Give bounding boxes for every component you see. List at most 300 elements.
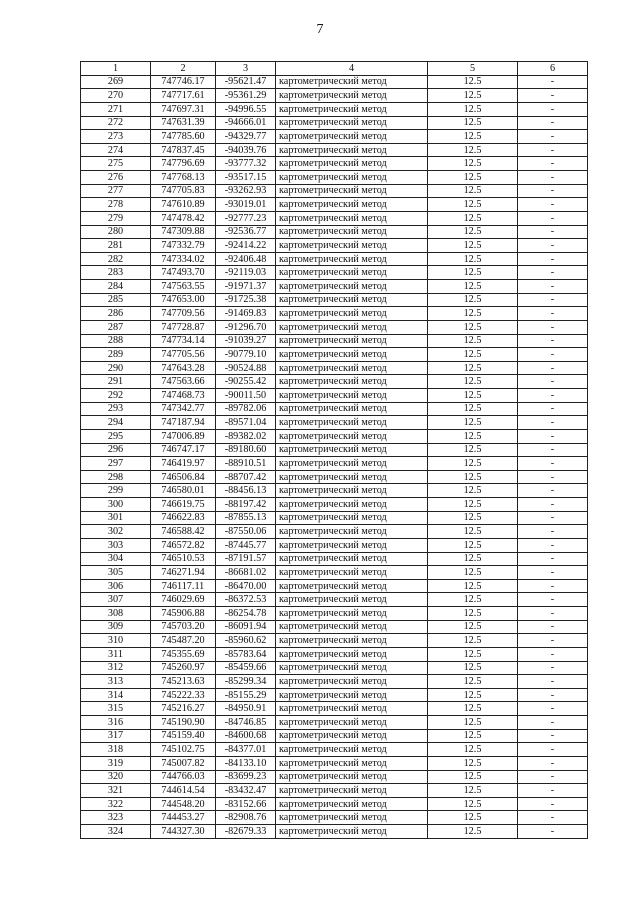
method-cell: картометрический метод bbox=[276, 498, 428, 512]
note-cell: - bbox=[518, 252, 588, 266]
x-coordinate-cell: 746510.53 bbox=[151, 552, 216, 566]
method-cell: картометрический метод bbox=[276, 484, 428, 498]
point-number-cell: 300 bbox=[81, 498, 151, 512]
accuracy-cell: 12.5 bbox=[428, 647, 518, 661]
point-number-cell: 278 bbox=[81, 198, 151, 212]
accuracy-cell: 12.5 bbox=[428, 620, 518, 634]
y-coordinate-cell: -88910.51 bbox=[216, 457, 276, 471]
x-coordinate-cell: 747697.31 bbox=[151, 102, 216, 116]
table-row bbox=[81, 334, 588, 348]
note-cell: - bbox=[518, 75, 588, 89]
method-cell: картометрический метод bbox=[276, 198, 428, 212]
x-coordinate-cell: 745260.97 bbox=[151, 661, 216, 675]
table-row bbox=[81, 184, 588, 198]
method-cell: картометрический метод bbox=[276, 743, 428, 757]
method-cell: картометрический метод bbox=[276, 784, 428, 798]
point-number-cell: 315 bbox=[81, 702, 151, 716]
point-number-cell: 271 bbox=[81, 102, 151, 116]
y-coordinate-cell: -84746.85 bbox=[216, 716, 276, 730]
table-row bbox=[81, 470, 588, 484]
accuracy-cell: 12.5 bbox=[428, 225, 518, 239]
table-row bbox=[81, 729, 588, 743]
table-row bbox=[81, 484, 588, 498]
accuracy-cell: 12.5 bbox=[428, 784, 518, 798]
table-row bbox=[81, 416, 588, 430]
note-cell: - bbox=[518, 184, 588, 198]
x-coordinate-cell: 747717.61 bbox=[151, 89, 216, 103]
method-cell: картометрический метод bbox=[276, 811, 428, 825]
note-cell: - bbox=[518, 375, 588, 389]
table-row bbox=[81, 307, 588, 321]
accuracy-cell: 12.5 bbox=[428, 361, 518, 375]
method-cell: картометрический метод bbox=[276, 266, 428, 280]
table-row bbox=[81, 511, 588, 525]
y-coordinate-cell: -84377.01 bbox=[216, 743, 276, 757]
note-cell: - bbox=[518, 157, 588, 171]
note-cell: - bbox=[518, 797, 588, 811]
x-coordinate-cell: 747493.70 bbox=[151, 266, 216, 280]
point-number-cell: 307 bbox=[81, 593, 151, 607]
header-cell: 5 bbox=[428, 62, 518, 76]
x-coordinate-cell: 747705.83 bbox=[151, 184, 216, 198]
y-coordinate-cell: -92777.23 bbox=[216, 211, 276, 225]
y-coordinate-cell: -85155.29 bbox=[216, 688, 276, 702]
table-row bbox=[81, 293, 588, 307]
note-cell: - bbox=[518, 825, 588, 839]
table-row bbox=[81, 457, 588, 471]
x-coordinate-cell: 747837.45 bbox=[151, 143, 216, 157]
method-cell: картометрический метод bbox=[276, 143, 428, 157]
table-row bbox=[81, 647, 588, 661]
table-row bbox=[81, 675, 588, 689]
y-coordinate-cell: -93777.32 bbox=[216, 157, 276, 171]
header-cell: 1 bbox=[81, 62, 151, 76]
header-cell: 6 bbox=[518, 62, 588, 76]
note-cell: - bbox=[518, 593, 588, 607]
method-cell: картометрический метод bbox=[276, 184, 428, 198]
note-cell: - bbox=[518, 416, 588, 430]
x-coordinate-cell: 745159.40 bbox=[151, 729, 216, 743]
note-cell: - bbox=[518, 647, 588, 661]
note-cell: - bbox=[518, 211, 588, 225]
y-coordinate-cell: -84600.68 bbox=[216, 729, 276, 743]
y-coordinate-cell: -84950.91 bbox=[216, 702, 276, 716]
table-row bbox=[81, 552, 588, 566]
method-cell: картометрический метод bbox=[276, 688, 428, 702]
method-cell: картометрический метод bbox=[276, 675, 428, 689]
y-coordinate-cell: -93517.15 bbox=[216, 171, 276, 185]
accuracy-cell: 12.5 bbox=[428, 743, 518, 757]
accuracy-cell: 12.5 bbox=[428, 171, 518, 185]
x-coordinate-cell: 747563.66 bbox=[151, 375, 216, 389]
note-cell: - bbox=[518, 579, 588, 593]
note-cell: - bbox=[518, 320, 588, 334]
point-number-cell: 299 bbox=[81, 484, 151, 498]
x-coordinate-cell: 747768.13 bbox=[151, 171, 216, 185]
accuracy-cell: 12.5 bbox=[428, 661, 518, 675]
x-coordinate-cell: 745355.69 bbox=[151, 647, 216, 661]
x-coordinate-cell: 744548.20 bbox=[151, 797, 216, 811]
header-cell: 4 bbox=[276, 62, 428, 76]
point-number-cell: 323 bbox=[81, 811, 151, 825]
accuracy-cell: 12.5 bbox=[428, 334, 518, 348]
x-coordinate-cell: 747653.00 bbox=[151, 293, 216, 307]
y-coordinate-cell: -92406.48 bbox=[216, 252, 276, 266]
x-coordinate-cell: 746747.17 bbox=[151, 443, 216, 457]
accuracy-cell: 12.5 bbox=[428, 252, 518, 266]
method-cell: картометрический метод bbox=[276, 429, 428, 443]
method-cell: картометрический метод bbox=[276, 511, 428, 525]
y-coordinate-cell: -91725.38 bbox=[216, 293, 276, 307]
note-cell: - bbox=[518, 743, 588, 757]
point-number-cell: 292 bbox=[81, 389, 151, 403]
point-number-cell: 285 bbox=[81, 293, 151, 307]
x-coordinate-cell: 747785.60 bbox=[151, 130, 216, 144]
x-coordinate-cell: 744614.54 bbox=[151, 784, 216, 798]
y-coordinate-cell: -93262.93 bbox=[216, 184, 276, 198]
point-number-cell: 317 bbox=[81, 729, 151, 743]
table-row bbox=[81, 429, 588, 443]
method-cell: картометрический метод bbox=[276, 457, 428, 471]
method-cell: картометрический метод bbox=[276, 307, 428, 321]
method-cell: картометрический метод bbox=[276, 647, 428, 661]
note-cell: - bbox=[518, 811, 588, 825]
y-coordinate-cell: -88707.42 bbox=[216, 470, 276, 484]
accuracy-cell: 12.5 bbox=[428, 102, 518, 116]
method-cell: картометрический метод bbox=[276, 607, 428, 621]
table-row bbox=[81, 634, 588, 648]
y-coordinate-cell: -83152.66 bbox=[216, 797, 276, 811]
x-coordinate-cell: 747728.87 bbox=[151, 320, 216, 334]
point-number-cell: 319 bbox=[81, 756, 151, 770]
y-coordinate-cell: -86470.00 bbox=[216, 579, 276, 593]
note-cell: - bbox=[518, 498, 588, 512]
x-coordinate-cell: 747334.02 bbox=[151, 252, 216, 266]
accuracy-cell: 12.5 bbox=[428, 702, 518, 716]
point-number-cell: 296 bbox=[81, 443, 151, 457]
x-coordinate-cell: 747468.73 bbox=[151, 389, 216, 403]
table-row bbox=[81, 171, 588, 185]
method-cell: картометрический метод bbox=[276, 620, 428, 634]
x-coordinate-cell: 745906.88 bbox=[151, 607, 216, 621]
table-row bbox=[81, 688, 588, 702]
table-row bbox=[81, 525, 588, 539]
note-cell: - bbox=[518, 429, 588, 443]
table-header-row bbox=[81, 62, 588, 76]
method-cell: картометрический метод bbox=[276, 348, 428, 362]
y-coordinate-cell: -91039.27 bbox=[216, 334, 276, 348]
x-coordinate-cell: 746588.42 bbox=[151, 525, 216, 539]
y-coordinate-cell: -94329.77 bbox=[216, 130, 276, 144]
note-cell: - bbox=[518, 89, 588, 103]
table-row bbox=[81, 375, 588, 389]
y-coordinate-cell: -88197.42 bbox=[216, 498, 276, 512]
accuracy-cell: 12.5 bbox=[428, 130, 518, 144]
x-coordinate-cell: 746506.84 bbox=[151, 470, 216, 484]
y-coordinate-cell: -86254.78 bbox=[216, 607, 276, 621]
point-number-cell: 286 bbox=[81, 307, 151, 321]
table-row bbox=[81, 389, 588, 403]
x-coordinate-cell: 745007.82 bbox=[151, 756, 216, 770]
method-cell: картометрический метод bbox=[276, 470, 428, 484]
y-coordinate-cell: -92536.77 bbox=[216, 225, 276, 239]
y-coordinate-cell: -82908.76 bbox=[216, 811, 276, 825]
method-cell: картометрический метод bbox=[276, 443, 428, 457]
table-row bbox=[81, 743, 588, 757]
accuracy-cell: 12.5 bbox=[428, 416, 518, 430]
note-cell: - bbox=[518, 702, 588, 716]
table-row bbox=[81, 89, 588, 103]
method-cell: картометрический метод bbox=[276, 75, 428, 89]
method-cell: картометрический метод bbox=[276, 702, 428, 716]
point-number-cell: 294 bbox=[81, 416, 151, 430]
note-cell: - bbox=[518, 293, 588, 307]
note-cell: - bbox=[518, 620, 588, 634]
accuracy-cell: 12.5 bbox=[428, 402, 518, 416]
table-row bbox=[81, 239, 588, 253]
method-cell: картометрический метод bbox=[276, 375, 428, 389]
method-cell: картометрический метод bbox=[276, 634, 428, 648]
method-cell: картометрический метод bbox=[276, 102, 428, 116]
x-coordinate-cell: 747709.56 bbox=[151, 307, 216, 321]
y-coordinate-cell: -83432.47 bbox=[216, 784, 276, 798]
point-number-cell: 276 bbox=[81, 171, 151, 185]
method-cell: картометрический метод bbox=[276, 552, 428, 566]
table-row bbox=[81, 75, 588, 89]
x-coordinate-cell: 747563.55 bbox=[151, 280, 216, 294]
method-cell: картометрический метод bbox=[276, 211, 428, 225]
method-cell: картометрический метод bbox=[276, 416, 428, 430]
note-cell: - bbox=[518, 239, 588, 253]
table-row bbox=[81, 102, 588, 116]
x-coordinate-cell: 747734.14 bbox=[151, 334, 216, 348]
x-coordinate-cell: 747631.39 bbox=[151, 116, 216, 130]
table-row bbox=[81, 702, 588, 716]
table-row bbox=[81, 348, 588, 362]
accuracy-cell: 12.5 bbox=[428, 579, 518, 593]
x-coordinate-cell: 747332.79 bbox=[151, 239, 216, 253]
y-coordinate-cell: -86681.02 bbox=[216, 566, 276, 580]
x-coordinate-cell: 745487.20 bbox=[151, 634, 216, 648]
method-cell: картометрический метод bbox=[276, 280, 428, 294]
point-number-cell: 322 bbox=[81, 797, 151, 811]
accuracy-cell: 12.5 bbox=[428, 348, 518, 362]
x-coordinate-cell: 745703.20 bbox=[151, 620, 216, 634]
x-coordinate-cell: 746572.82 bbox=[151, 538, 216, 552]
accuracy-cell: 12.5 bbox=[428, 525, 518, 539]
x-coordinate-cell: 747610.89 bbox=[151, 198, 216, 212]
table-row bbox=[81, 252, 588, 266]
accuracy-cell: 12.5 bbox=[428, 266, 518, 280]
table-row bbox=[81, 402, 588, 416]
point-number-cell: 305 bbox=[81, 566, 151, 580]
method-cell: картометрический метод bbox=[276, 593, 428, 607]
method-cell: картометрический метод bbox=[276, 171, 428, 185]
accuracy-cell: 12.5 bbox=[428, 756, 518, 770]
note-cell: - bbox=[518, 525, 588, 539]
table-row bbox=[81, 593, 588, 607]
note-cell: - bbox=[518, 307, 588, 321]
method-cell: картометрический метод bbox=[276, 89, 428, 103]
method-cell: картометрический метод bbox=[276, 716, 428, 730]
note-cell: - bbox=[518, 607, 588, 621]
accuracy-cell: 12.5 bbox=[428, 320, 518, 334]
coordinates-table bbox=[80, 61, 588, 839]
y-coordinate-cell: -90524.88 bbox=[216, 361, 276, 375]
method-cell: картометрический метод bbox=[276, 770, 428, 784]
y-coordinate-cell: -91971.37 bbox=[216, 280, 276, 294]
point-number-cell: 280 bbox=[81, 225, 151, 239]
x-coordinate-cell: 745213.63 bbox=[151, 675, 216, 689]
method-cell: картометрический метод bbox=[276, 729, 428, 743]
x-coordinate-cell: 747643.28 bbox=[151, 361, 216, 375]
page-number: 7 bbox=[316, 22, 324, 37]
method-cell: картометрический метод bbox=[276, 566, 428, 580]
table-row bbox=[81, 211, 588, 225]
x-coordinate-cell: 747746.17 bbox=[151, 75, 216, 89]
accuracy-cell: 12.5 bbox=[428, 470, 518, 484]
x-coordinate-cell: 747478.42 bbox=[151, 211, 216, 225]
table-row bbox=[81, 566, 588, 580]
y-coordinate-cell: -87445.77 bbox=[216, 538, 276, 552]
accuracy-cell: 12.5 bbox=[428, 552, 518, 566]
note-cell: - bbox=[518, 784, 588, 798]
x-coordinate-cell: 745190.90 bbox=[151, 716, 216, 730]
accuracy-cell: 12.5 bbox=[428, 116, 518, 130]
accuracy-cell: 12.5 bbox=[428, 280, 518, 294]
table-row bbox=[81, 797, 588, 811]
y-coordinate-cell: -88456.13 bbox=[216, 484, 276, 498]
note-cell: - bbox=[518, 266, 588, 280]
note-cell: - bbox=[518, 198, 588, 212]
accuracy-cell: 12.5 bbox=[428, 675, 518, 689]
accuracy-cell: 12.5 bbox=[428, 566, 518, 580]
method-cell: картометрический метод bbox=[276, 825, 428, 839]
point-number-cell: 304 bbox=[81, 552, 151, 566]
note-cell: - bbox=[518, 280, 588, 294]
x-coordinate-cell: 747705.56 bbox=[151, 348, 216, 362]
y-coordinate-cell: -85299.34 bbox=[216, 675, 276, 689]
point-number-cell: 309 bbox=[81, 620, 151, 634]
accuracy-cell: 12.5 bbox=[428, 89, 518, 103]
method-cell: картометрический метод bbox=[276, 293, 428, 307]
accuracy-cell: 12.5 bbox=[428, 538, 518, 552]
table-row bbox=[81, 443, 588, 457]
note-cell: - bbox=[518, 225, 588, 239]
y-coordinate-cell: -89180.60 bbox=[216, 443, 276, 457]
point-number-cell: 311 bbox=[81, 647, 151, 661]
point-number-cell: 272 bbox=[81, 116, 151, 130]
method-cell: картометрический метод bbox=[276, 756, 428, 770]
header-cell: 2 bbox=[151, 62, 216, 76]
point-number-cell: 297 bbox=[81, 457, 151, 471]
point-number-cell: 281 bbox=[81, 239, 151, 253]
y-coordinate-cell: -89382.02 bbox=[216, 429, 276, 443]
method-cell: картометрический метод bbox=[276, 320, 428, 334]
y-coordinate-cell: -85783.64 bbox=[216, 647, 276, 661]
note-cell: - bbox=[518, 770, 588, 784]
y-coordinate-cell: -95621.47 bbox=[216, 75, 276, 89]
note-cell: - bbox=[518, 102, 588, 116]
point-number-cell: 321 bbox=[81, 784, 151, 798]
table-row bbox=[81, 538, 588, 552]
y-coordinate-cell: -87855.13 bbox=[216, 511, 276, 525]
method-cell: картометрический метод bbox=[276, 157, 428, 171]
note-cell: - bbox=[518, 171, 588, 185]
note-cell: - bbox=[518, 143, 588, 157]
y-coordinate-cell: -94666.01 bbox=[216, 116, 276, 130]
point-number-cell: 288 bbox=[81, 334, 151, 348]
method-cell: картометрический метод bbox=[276, 252, 428, 266]
point-number-cell: 282 bbox=[81, 252, 151, 266]
accuracy-cell: 12.5 bbox=[428, 729, 518, 743]
x-coordinate-cell: 744327.30 bbox=[151, 825, 216, 839]
x-coordinate-cell: 746117.11 bbox=[151, 579, 216, 593]
table-row bbox=[81, 498, 588, 512]
method-cell: картометрический метод bbox=[276, 661, 428, 675]
x-coordinate-cell: 746580.01 bbox=[151, 484, 216, 498]
accuracy-cell: 12.5 bbox=[428, 825, 518, 839]
header-cell: 3 bbox=[216, 62, 276, 76]
accuracy-cell: 12.5 bbox=[428, 498, 518, 512]
point-number-cell: 270 bbox=[81, 89, 151, 103]
accuracy-cell: 12.5 bbox=[428, 198, 518, 212]
y-coordinate-cell: -86372.53 bbox=[216, 593, 276, 607]
accuracy-cell: 12.5 bbox=[428, 811, 518, 825]
point-number-cell: 303 bbox=[81, 538, 151, 552]
accuracy-cell: 12.5 bbox=[428, 484, 518, 498]
method-cell: картометрический метод bbox=[276, 402, 428, 416]
accuracy-cell: 12.5 bbox=[428, 457, 518, 471]
accuracy-cell: 12.5 bbox=[428, 511, 518, 525]
y-coordinate-cell: -84133.10 bbox=[216, 756, 276, 770]
note-cell: - bbox=[518, 552, 588, 566]
method-cell: картометрический метод bbox=[276, 361, 428, 375]
note-cell: - bbox=[518, 457, 588, 471]
accuracy-cell: 12.5 bbox=[428, 797, 518, 811]
table-body bbox=[81, 75, 588, 838]
accuracy-cell: 12.5 bbox=[428, 239, 518, 253]
y-coordinate-cell: -93019.01 bbox=[216, 198, 276, 212]
y-coordinate-cell: -92414.22 bbox=[216, 239, 276, 253]
point-number-cell: 274 bbox=[81, 143, 151, 157]
y-coordinate-cell: -86091.94 bbox=[216, 620, 276, 634]
table-row bbox=[81, 225, 588, 239]
method-cell: картометрический метод bbox=[276, 225, 428, 239]
table-row bbox=[81, 811, 588, 825]
method-cell: картометрический метод bbox=[276, 579, 428, 593]
method-cell: картометрический метод bbox=[276, 389, 428, 403]
method-cell: картометрический метод bbox=[276, 525, 428, 539]
point-number-cell: 279 bbox=[81, 211, 151, 225]
x-coordinate-cell: 747796.69 bbox=[151, 157, 216, 171]
point-number-cell: 284 bbox=[81, 280, 151, 294]
point-number-cell: 313 bbox=[81, 675, 151, 689]
y-coordinate-cell: -85459.66 bbox=[216, 661, 276, 675]
y-coordinate-cell: -92119.03 bbox=[216, 266, 276, 280]
table-row bbox=[81, 620, 588, 634]
x-coordinate-cell: 745102.75 bbox=[151, 743, 216, 757]
x-coordinate-cell: 747187.94 bbox=[151, 416, 216, 430]
accuracy-cell: 12.5 bbox=[428, 716, 518, 730]
note-cell: - bbox=[518, 484, 588, 498]
y-coordinate-cell: -83699.23 bbox=[216, 770, 276, 784]
y-coordinate-cell: -87191.57 bbox=[216, 552, 276, 566]
x-coordinate-cell: 747006.89 bbox=[151, 429, 216, 443]
accuracy-cell: 12.5 bbox=[428, 184, 518, 198]
table-row bbox=[81, 266, 588, 280]
y-coordinate-cell: -85960.62 bbox=[216, 634, 276, 648]
